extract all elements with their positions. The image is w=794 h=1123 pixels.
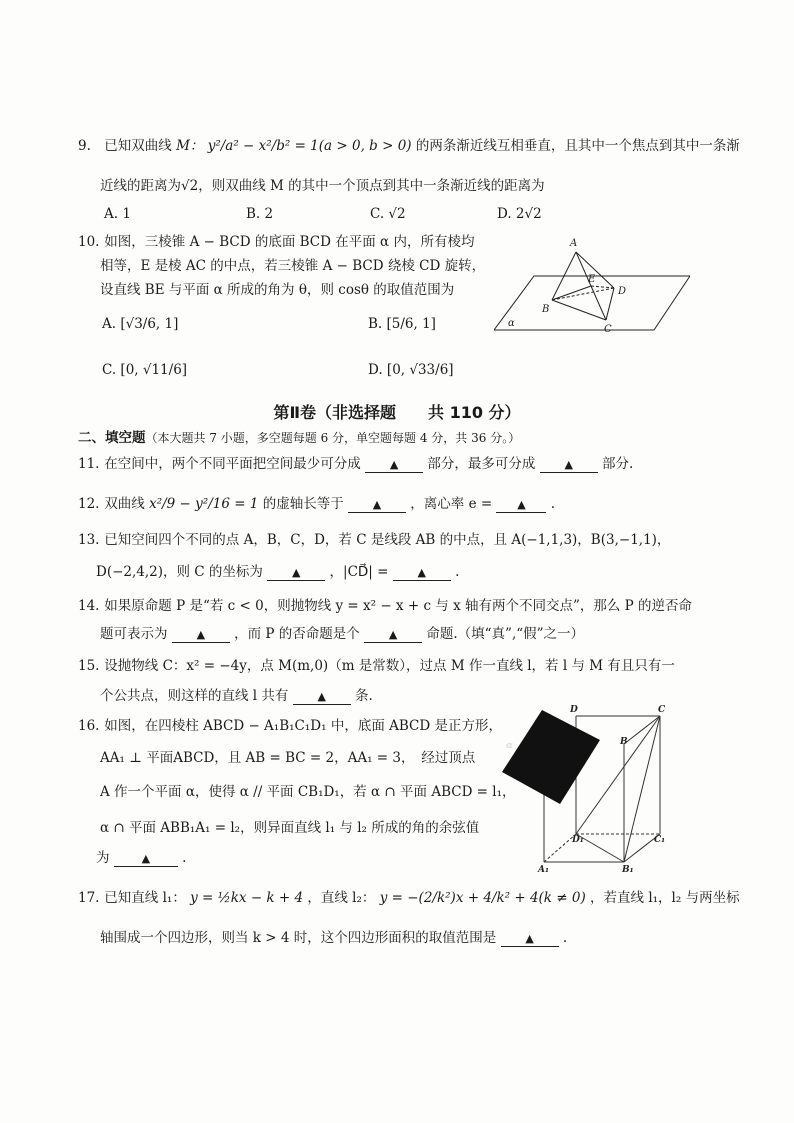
q13-line2 <box>96 562 459 582</box>
q10-option-d: D. [0, √33/6] <box>368 362 454 378</box>
question-number: 16. <box>78 718 100 734</box>
q15-text-2b: 条. <box>355 688 373 704</box>
answer-blank[interactable]: ▲ <box>365 458 423 473</box>
q9-text-a: 已知双曲线 <box>104 138 172 154</box>
q9-option-a: A. 1 <box>104 206 131 222</box>
question-number: 12. <box>78 496 100 512</box>
q10-line1 <box>78 232 474 252</box>
q17-equation-l1: y = ½kx − k + 4 <box>190 890 304 906</box>
label-c: C <box>604 324 612 335</box>
q13-text-2a: D(−2,4,2)，则 C 的坐标为 <box>96 564 263 580</box>
q16-text-1: 如图，在四棱柱 ABCD − A₁B₁C₁D₁ 中，底面 ABCD 是正方形， <box>104 718 502 734</box>
q16-line3: A 作一个平面 α，使得 α // 平面 CB₁D₁，若 α ∩ 平面 ABCD = l₁， <box>100 784 516 800</box>
q15-text-2a: 个公共点，则这样的直线 l 共有 <box>100 688 289 704</box>
question-number: 17. <box>78 890 100 906</box>
answer-blank[interactable]: ▲ <box>114 852 178 867</box>
label-b1: B₁ <box>622 865 634 875</box>
label-a: A <box>570 238 578 249</box>
q17-text-1b: ，直线 l₂： <box>307 890 376 906</box>
q14-text-2b: ，而 P 的否命题是个 <box>234 626 360 642</box>
question-number: 13. <box>78 532 100 548</box>
q17-line1 <box>78 888 740 908</box>
q9-option-c: C. √2 <box>370 206 406 222</box>
label-b: B <box>620 737 628 747</box>
label-b: B <box>542 304 550 315</box>
label-a1: A₁ <box>538 865 549 875</box>
section-title: 第Ⅱ卷（非选择题 共 110 分） <box>273 403 521 422</box>
question-number: 10. <box>78 234 100 250</box>
label-alpha: α <box>508 318 515 329</box>
answer-blank[interactable]: ▲ <box>267 566 325 581</box>
q9-option-d: D. 2√2 <box>497 206 542 222</box>
q10-option-a: A. [√3/6, 1] <box>102 316 179 332</box>
label-d1: D₁ <box>572 835 584 845</box>
plane-alpha-shaded <box>502 710 600 804</box>
q17-equation-l2: y = −(2/k²)x + 4/k² + 4(k ≠ 0) <box>379 890 586 906</box>
q17-text-2b: . <box>562 930 568 946</box>
q16-line4: α ∩ 平面 ABB₁A₁ = l₂，则异面直线 l₁ 与 l₂ 所成的角的余弦值 <box>100 820 480 836</box>
answer-blank[interactable]: ▲ <box>540 458 598 473</box>
q16-line1 <box>78 716 502 736</box>
answer-blank[interactable]: ▲ <box>348 498 406 513</box>
q16-line5 <box>96 848 186 868</box>
question-number: 15. <box>78 658 100 674</box>
label-c: C <box>658 705 666 715</box>
label-d: D <box>570 705 578 715</box>
q12-text-a: 双曲线 <box>104 496 145 512</box>
q9-equation: y²/a² − x²/b² = 1(a > 0, b > 0) <box>207 138 412 154</box>
q15-line1 <box>78 656 675 676</box>
edge-bd <box>552 288 614 300</box>
q10-option-c: C. [0, √11/6] <box>102 362 188 378</box>
q13-line1 <box>78 530 670 550</box>
section-heading <box>78 428 520 448</box>
q12-equation: x²/9 − y²/16 = 1 <box>149 496 259 512</box>
q14-text-1: 如果原命题 P 是“若 c < 0，则抛物线 y = x² − x + c 与 x 轴有两个不同交点”，那么 P 的逆否命 <box>104 598 693 614</box>
q17-text-1c: ，若直线 l₁，l₂ 与两坐标 <box>590 890 740 906</box>
answer-blank[interactable]: ▲ <box>364 628 422 643</box>
q16-figure <box>500 700 684 876</box>
q17-line2 <box>100 928 567 948</box>
q12-line <box>78 494 555 514</box>
q11-text-c: 部分. <box>601 456 634 472</box>
question-number: 9. <box>78 138 91 154</box>
q11-text-a: 在空间中，两个不同平面把空间最少可分成 <box>104 456 361 472</box>
answer-blank[interactable]: ▲ <box>496 498 546 513</box>
q15-text-1: 设抛物线 C：x² = −4y，点 M(m,0)（m 是常数），过点 M 作一直线 l，若 l 与 M 有且只有一 <box>104 658 675 674</box>
q13-text-2b: ，|CD⃗| = <box>329 564 389 580</box>
answer-blank[interactable]: ▲ <box>501 932 559 947</box>
section-note: （本大题共 7 小题，多空题每题 6 分，单空题每题 4 分，共 36 分。） <box>145 431 521 445</box>
q10-figure <box>494 236 690 338</box>
segment-ed <box>591 286 614 288</box>
q9-line1 <box>78 136 740 156</box>
answer-blank[interactable]: ▲ <box>293 690 351 705</box>
q14-text-2a: 题可表示为 <box>100 626 168 642</box>
fill-in-heading: 二、填空题 <box>78 430 146 446</box>
question-number: 14. <box>78 598 100 614</box>
q16-line2: AA₁ ⊥ 平面ABCD，且 AB = BC = 2，AA₁ = 3， 经过顶点 <box>100 750 476 766</box>
edge-bc <box>552 300 606 320</box>
q14-line2 <box>100 624 584 644</box>
q9-line2: 近线的距离为√2，则双曲线 M 的其中一个顶点到其中一条渐近线的距离为 <box>100 178 545 194</box>
answer-blank[interactable]: ▲ <box>172 628 230 643</box>
label-c1: C₁ <box>654 835 666 845</box>
q9-curve-name: M： <box>176 138 204 154</box>
label-d: D <box>618 286 627 297</box>
question-number: 11. <box>78 456 100 472</box>
edge-dc <box>606 288 614 320</box>
q10-line2: 相等，E 是棱 AC 的中点，若三棱锥 A − BCD 绕棱 CD 旋转， <box>100 258 486 274</box>
q12-text-d: . <box>550 496 556 512</box>
q10-line3: 设直线 BE 与平面 α 所成的角为 θ，则 cosθ 的取值范围为 <box>100 282 455 298</box>
label-e: E <box>588 274 596 285</box>
q16-text-5b: . <box>182 850 187 866</box>
q17-text-2a: 轴围成一个四边形，则当 k > 4 时，这个四边形面积的取值范围是 <box>100 930 497 946</box>
q13-text-1: 已知空间四个不同的点 A，B，C，D，若 C 是线段 AB 的中点，且 A(−1,1,3)，B(3,−1,1)， <box>104 532 671 548</box>
q12-text-c: ，离心率 e = <box>410 496 493 512</box>
q11-text-b: 部分，最多可分成 <box>427 456 536 472</box>
q9-option-b: B. 2 <box>246 206 274 222</box>
q16-text-5a: 为 <box>96 850 110 866</box>
answer-blank[interactable]: ▲ <box>393 566 451 581</box>
q15-line2 <box>100 686 373 706</box>
q12-text-b: 的虚轴长等于 <box>262 496 344 512</box>
q10-text-1: 如图，三棱锥 A − BCD 的底面 BCD 在平面 α 内，所有棱均 <box>104 234 475 250</box>
label-alpha: α <box>506 741 513 751</box>
q9-text-b: 的两条渐近线互相垂直，且其中一个焦点到其中一条渐 <box>415 138 740 154</box>
diag-d1c <box>576 716 660 834</box>
q11-line <box>78 454 633 474</box>
q13-text-2c: . <box>455 564 460 580</box>
q17-text-1a: 已知直线 l₁： <box>104 890 186 906</box>
q14-line1 <box>78 596 692 616</box>
q10-option-b: B. [5/6, 1] <box>368 316 436 332</box>
q14-text-2c: 命题.（填“真”,“假”之一） <box>426 626 585 642</box>
